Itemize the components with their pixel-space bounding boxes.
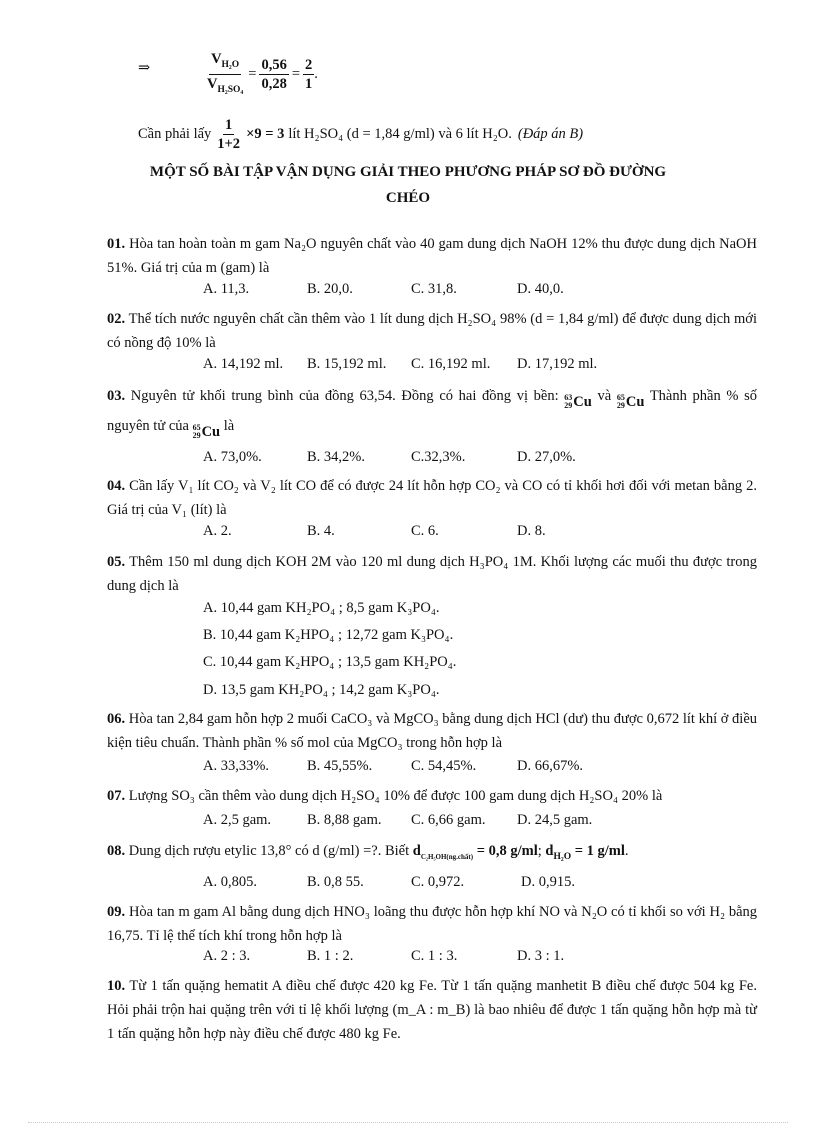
question-04: 04. Cần lấy V₁ lít CO₂ và V₂ lít CO để có được 24 lít hỗn hợp CO₂ và CO có tỉ khối hơi đối với metan bằng 2. Giá trị của V₁ (lít) là: [107, 478, 757, 518]
isotope-cu65-target: 65 29 Cu: [192, 423, 221, 440]
option-05-c: C. 10,44 gam K₂HPO₄ ; 13,5 gam KH₂PO₄.: [203, 654, 457, 670]
options-07: A. 2,5 gam. B. 8,88 gam. C. 6,66 gam. D. 24,5 gam.: [203, 812, 593, 828]
ratio-formula: $\frac{V_{H_2O}}{V_{H_2SO_4}}$ = $\frac{0,56}{0,28}$ = $\frac{2}{1}$ .: [205, 50, 318, 99]
options-04: A. 2. B. 4. C. 6. D. 8.: [203, 523, 546, 539]
implies-arrow: ⇒: [138, 60, 151, 76]
isotope-cu63: 63 29 Cu: [564, 393, 592, 410]
question-10: 10. Từ 1 tấn quặng hematit A điều chế được 420 kg Fe. Từ 1 tấn quặng manhetit B điều chế được 504 kg Fe. Hỏi phải trộn hai quặng trên với tỉ lệ khối lượng (m_A : m_B) là bao nhiêu để được 1 tấn quặng hỗn hợp mà từ 1 tấn quặng hỗn hợp này điều chế được 480 kg Fe.: [107, 978, 757, 1042]
options-02: A. 14,192 ml. B. 15,192 ml. C. 16,192 ml. D. 17,192 ml.: [203, 356, 598, 372]
question-06: 06. Hòa tan 2,84 gam hỗn hợp 2 muối CaCO₃ và MgCO₃ bằng dung dịch HCl (dư) thu được 0,672 lít khí ở điều kiện tiêu chuẩn. Thành phần % số mol của MgCO₃ trong hỗn hợp là: [107, 711, 758, 751]
conclusion-fraction: $\frac{1}{1+2}$: [217, 117, 241, 152]
option-05-d: D. 13,5 gam KH₂PO₄ ; 14,2 gam K₃PO₄.: [203, 682, 440, 698]
question-02: 02. Thể tích nước nguyên chất cần thêm vào 1 lít dung dịch H₂SO₄ 98% (d = 1,84 g/ml) để được dung dịch mới có nồng độ 10% là: [107, 311, 757, 351]
option-05-b: B. 10,44 gam K₂HPO₄ ; 12,72 gam K₃PO₄.: [203, 627, 454, 643]
options-03: A. 73,0%. B. 34,2%. C.32,3%. D. 27,0%.: [203, 449, 576, 465]
question-05: 05. Thêm 150 ml dung dịch KOH 2M vào 120 ml dung dịch H₃PO₄ 1M. Khối lượng các muối thu được trong dung dịch là: [107, 554, 757, 594]
section-title: MỘT SỐ BÀI TẬP VẬN DỤNG GIẢI THEO PHƯƠNG PHÁP SƠ ĐỒ ĐƯỜNG: [149, 164, 667, 180]
question-08: 08. Dung dịch rượu etylic 13,8° có d (g/ml) =?. Biết $d_{C_2H_5OH(ng.chất)} = 0,8$ g/ml; $d_{H_2O} = 1$ g/ml.: [107, 843, 629, 862]
section-title-cont: CHÉO: [385, 190, 431, 206]
options-08: A. 0,805. B. 0,8 55. C. 0,972. D. 0,915.: [203, 874, 575, 890]
question-07: 07. Lượng SO₃ cần thêm vào dung dịch H₂SO₄ 10% để được 100 gam dung dịch H₂SO₄ 20% là: [107, 788, 663, 804]
conclusion-line: Cần phải lấy $\frac{1}{1+2}$ ×9 = 3 lít H₂SO₄ (d = 1,84 g/ml) và 6 lít H₂O. (Đáp án B): [138, 117, 584, 152]
value-ratio-fraction: $\frac{0,56}{0,28}$: [261, 56, 287, 92]
options-01: A. 11,3. B. 20,0. C. 31,8. D. 40,0.: [203, 281, 564, 297]
question-03: 03. Nguyên tử khối trung bình của đồng 63,54. Đồng có hai đồng vị bền: 63 29 Cu và 65 29 Cu Thành phần % số nguyên tử của 65 29 Cu là: [107, 384, 757, 444]
question-01: 01. Hòa tan hoàn toàn m gam Na₂O nguyên chất vào 40 gam dung dịch NaOH 12% thu được dung dịch NaOH 51%. Giá trị của m (gam) là: [107, 236, 757, 276]
question-09: 09. Hòa tan m gam Al bằng dung dịch HNO₃ loãng thu được hỗn hợp khí NO và N₂O có tỉ khối so với H₂ bằng 16,75. Tỉ lệ thể tích khí trong hỗn hợp là: [107, 904, 758, 944]
option-05-a: A. 10,44 gam KH₂PO₄ ; 8,5 gam K₃PO₄.: [203, 600, 440, 616]
options-09: A. 2 : 3. B. 1 : 2. C. 1 : 3. D. 3 : 1.: [203, 948, 565, 964]
volume-ratio-fraction: $\frac{V_{H_2O}}{V_{H_2SO_4}}$: [207, 51, 244, 95]
options-06: A. 33,33%. B. 45,55%. C. 54,45%. D. 66,67%.: [203, 758, 584, 774]
isotope-cu65: 65 29 Cu: [616, 393, 645, 410]
result-fraction: $\frac{2}{1}$: [305, 56, 313, 92]
